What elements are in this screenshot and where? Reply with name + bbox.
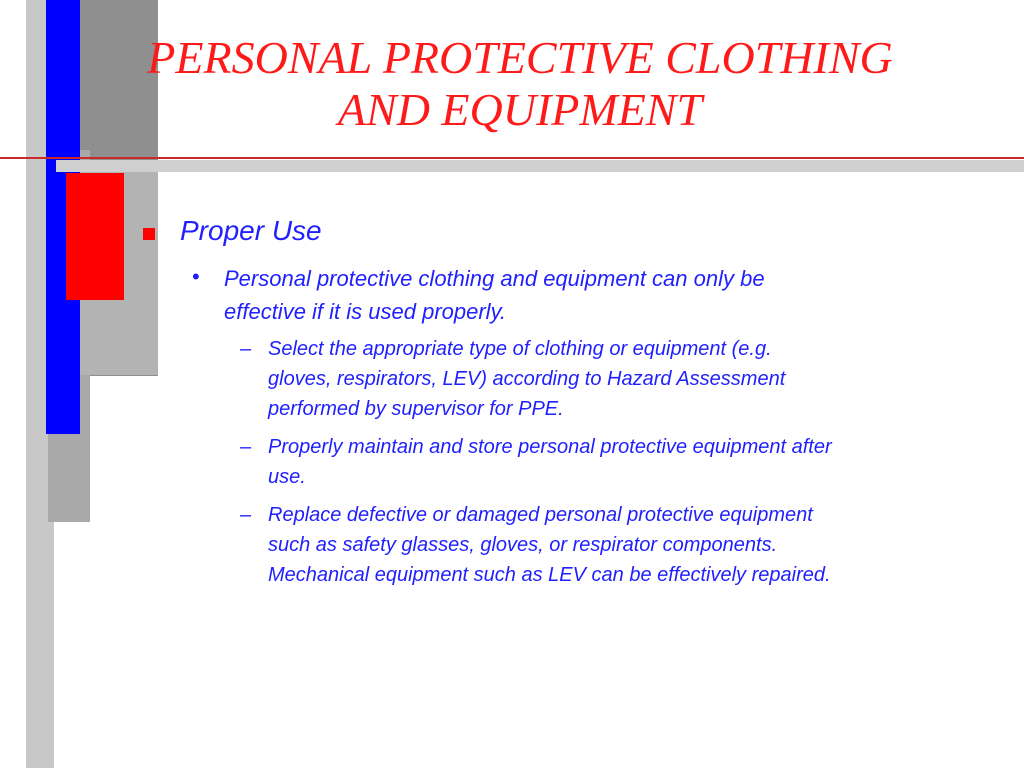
main-point-line: effective if it is used properly. [224, 299, 507, 324]
dash-bullet-icon: – [240, 504, 252, 526]
subpoint-text [268, 432, 1010, 492]
square-bullet-icon [143, 228, 155, 240]
subpoint-line: use. [268, 466, 306, 488]
subpoint-line: such as safety glasses, gloves, or respirator components. [268, 534, 778, 556]
heading-proper-use: Proper Use [180, 215, 322, 246]
main-point [224, 262, 984, 328]
subpoint-line: Properly maintain and store personal protective equipment after [268, 436, 832, 458]
subpoint-line: performed by supervisor for PPE. [268, 398, 564, 420]
title-line-2: AND EQUIPMENT [337, 84, 703, 135]
subpoint-line: Select the appropriate type of clothing or equipment (e.g. [268, 338, 772, 360]
main-point-line: Personal protective clothing and equipment can only be [224, 266, 765, 291]
title-line-1: PERSONAL PROTECTIVE CLOTHING [147, 32, 893, 83]
subpoint-text [268, 500, 1010, 590]
dash-bullet-icon: – [240, 338, 252, 360]
round-bullet-icon: • [192, 264, 200, 289]
subpoint-text [268, 334, 1010, 424]
subpoint-line: gloves, respirators, LEV) according to Hazard Assessment [268, 368, 786, 390]
subpoint-line: Mechanical equipment such as LEV can be effectively repaired. [268, 564, 831, 586]
dash-bullet-icon: – [240, 436, 252, 458]
subpoint-line: Replace defective or damaged personal protective equipment [268, 504, 813, 526]
